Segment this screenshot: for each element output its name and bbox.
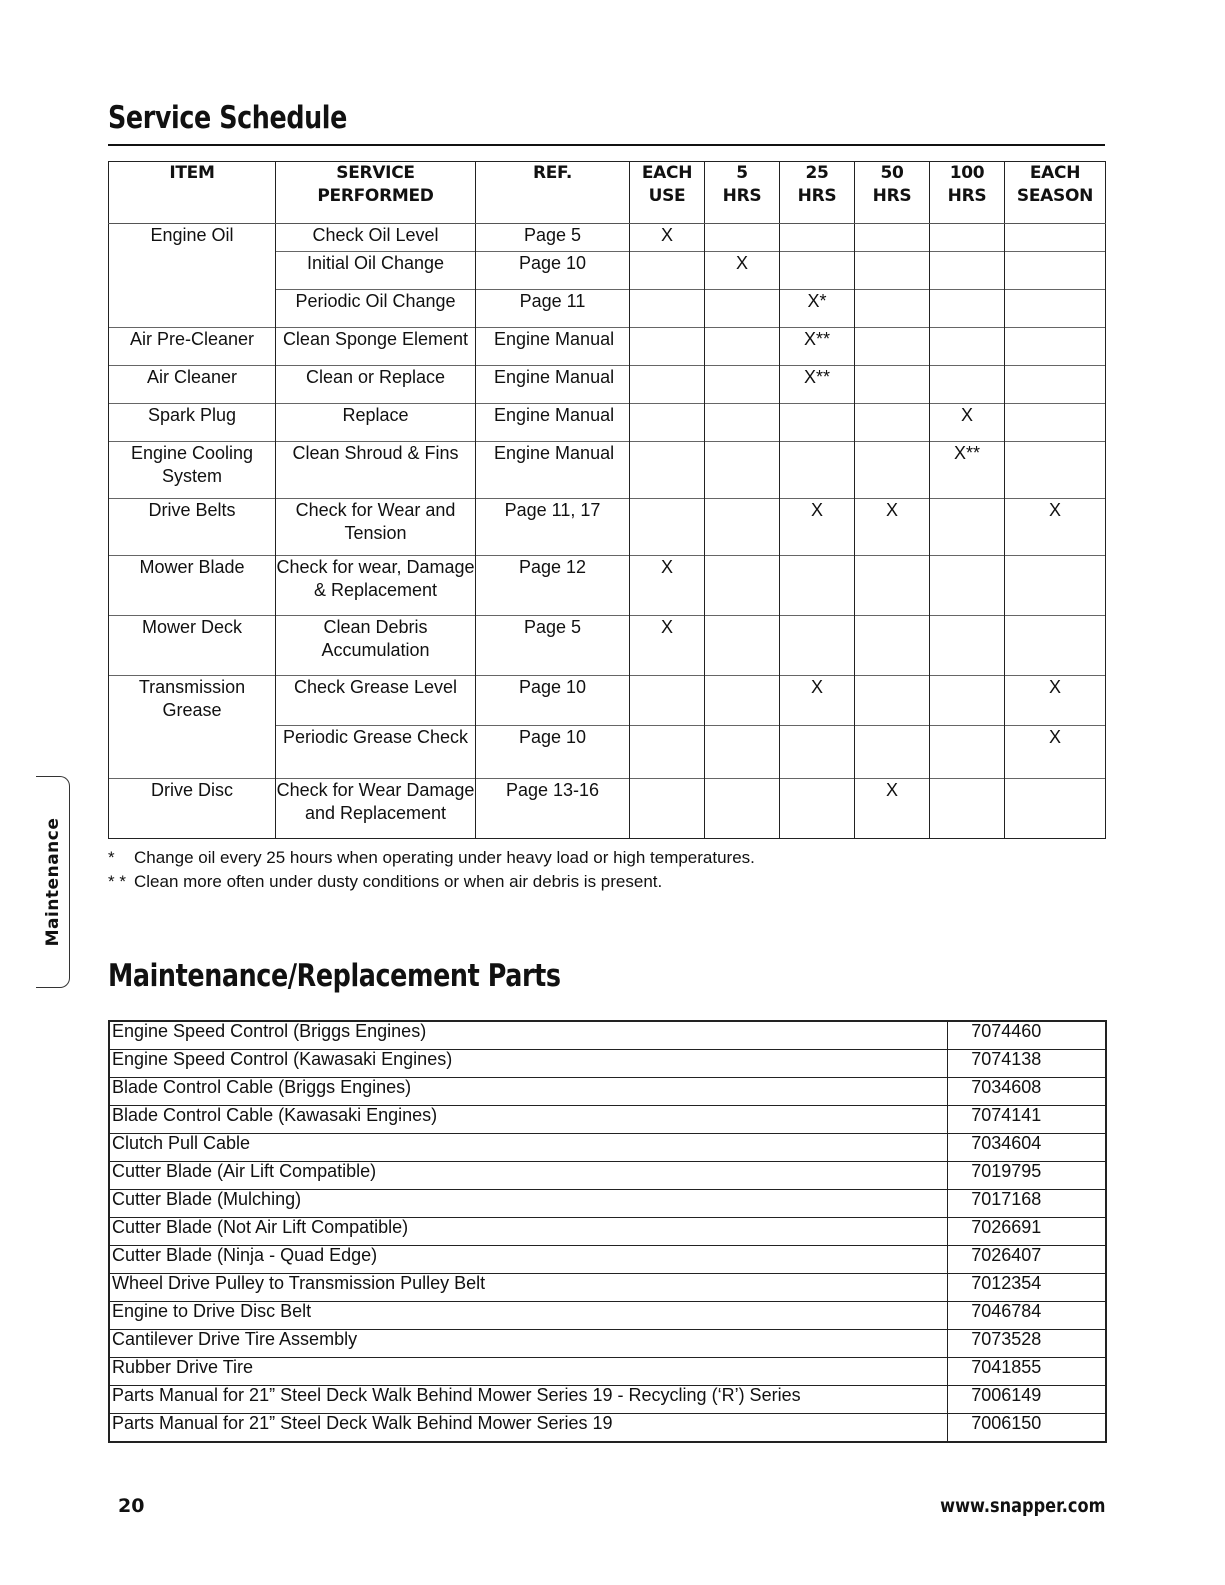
part-number: 7074141 [947,1106,1106,1134]
cell-100-hrs: X [930,404,1005,442]
cell-item: Spark Plug [109,404,276,442]
cell-25-hrs: X [780,676,855,726]
cell-service: Periodic Oil Change [276,290,476,328]
cell-50-hrs [855,290,930,328]
cell-each-use [630,290,705,328]
cell-ref: Page 13-16 [476,779,630,839]
cell-ref: Page 10 [476,252,630,290]
cell-each-use [630,404,705,442]
cell-each-use [630,499,705,556]
cell-item: Mower Deck [109,616,276,676]
cell-ref: Page 5 [476,224,630,252]
page-number: 20 [118,1495,145,1517]
part-number: 7074460 [947,1021,1106,1050]
cell-service: Clean Debris Accumulation [276,616,476,676]
website: www.snapper.com [939,1495,1105,1517]
service-row [109,779,1106,839]
cell-5-hrs [705,404,780,442]
cell-100-hrs [930,328,1005,366]
header-each-season: EACH SEASON [1005,162,1106,224]
header-ref: REF. [476,162,630,224]
cell-50-hrs [855,616,930,676]
cell-25-hrs [780,616,855,676]
cell-each-use [630,252,705,290]
parts-row [109,1021,1106,1050]
cell-50-hrs [855,556,930,616]
part-number: 7019795 [947,1162,1106,1190]
cell-5-hrs [705,442,780,499]
cell-50-hrs [855,224,930,252]
parts-row [109,1330,1106,1358]
cell-item [109,290,276,328]
cell-50-hrs: X [855,499,930,556]
parts-row [109,1190,1106,1218]
service-row [109,676,1106,726]
part-number: 7074138 [947,1050,1106,1078]
part-description: Engine Speed Control (Kawasaki Engines) [109,1050,947,1078]
cell-25-hrs: X [780,499,855,556]
part-number: 7006149 [947,1386,1106,1414]
cell-each-season [1005,224,1106,252]
cell-50-hrs [855,442,930,499]
parts-row [109,1134,1106,1162]
cell-item: Engine Cooling System [109,442,276,499]
cell-25-hrs [780,556,855,616]
cell-25-hrs: X** [780,366,855,404]
part-description: Engine Speed Control (Briggs Engines) [109,1021,947,1050]
cell-each-use [630,726,705,779]
service-row [109,366,1106,404]
header-100-hrs: 100 HRS [930,162,1005,224]
cell-5-hrs [705,616,780,676]
service-row [109,328,1106,366]
cell-25-hrs: X** [780,328,855,366]
cell-100-hrs: X** [930,442,1005,499]
cell-5-hrs: X [705,252,780,290]
cell-item: Drive Belts [109,499,276,556]
service-row [109,616,1106,676]
cell-item: Drive Disc [109,779,276,839]
part-description: Blade Control Cable (Briggs Engines) [109,1078,947,1106]
cell-each-season: X [1005,499,1106,556]
cell-each-use [630,779,705,839]
header-service: SERVICE PERFORMED [276,162,476,224]
cell-service: Initial Oil Change [276,252,476,290]
header-25-hrs: 25 HRS [780,162,855,224]
part-number: 7017168 [947,1190,1106,1218]
part-number: 7041855 [947,1358,1106,1386]
cell-each-season [1005,328,1106,366]
service-row [109,252,1106,290]
footnotes [108,846,755,894]
part-description: Cutter Blade (Mulching) [109,1190,947,1218]
part-description: Engine to Drive Disc Belt [109,1302,947,1330]
service-row [109,224,1106,252]
header-each-use: EACH USE [630,162,705,224]
cell-each-use [630,676,705,726]
cell-item: Engine Oil [109,224,276,252]
part-number: 7034604 [947,1134,1106,1162]
cell-ref: Engine Manual [476,442,630,499]
cell-service: Check for Wear and Tension [276,499,476,556]
parts-row [109,1106,1106,1134]
part-number: 7046784 [947,1302,1106,1330]
cell-item: Air Pre-Cleaner [109,328,276,366]
cell-each-season [1005,616,1106,676]
cell-each-season [1005,290,1106,328]
cell-100-hrs [930,616,1005,676]
part-number: 7034608 [947,1078,1106,1106]
cell-25-hrs [780,779,855,839]
cell-ref: Engine Manual [476,404,630,442]
cell-each-use [630,442,705,499]
cell-ref: Page 10 [476,676,630,726]
cell-25-hrs [780,442,855,499]
cell-5-hrs [705,499,780,556]
cell-5-hrs [705,290,780,328]
cell-ref: Page 10 [476,726,630,779]
cell-each-use: X [630,556,705,616]
cell-each-season [1005,556,1106,616]
cell-service: Replace [276,404,476,442]
cell-50-hrs [855,328,930,366]
cell-5-hrs [705,366,780,404]
parts-row [109,1162,1106,1190]
cell-item [109,252,276,290]
part-description: Rubber Drive Tire [109,1358,947,1386]
cell-100-hrs [930,676,1005,726]
cell-50-hrs [855,366,930,404]
side-tab-label: Maintenance [42,817,63,947]
parts-row [109,1386,1106,1414]
cell-5-hrs [705,726,780,779]
parts-row [109,1274,1106,1302]
cell-service: Periodic Grease Check [276,726,476,779]
cell-ref: Page 12 [476,556,630,616]
service-row [109,442,1106,499]
cell-each-use: X [630,224,705,252]
cell-each-season [1005,404,1106,442]
cell-50-hrs [855,676,930,726]
cell-each-season [1005,366,1106,404]
service-row [109,290,1106,328]
part-description: Parts Manual for 21” Steel Deck Walk Behind Mower Series 19 [109,1414,947,1443]
cell-25-hrs [780,726,855,779]
parts-row [109,1302,1106,1330]
cell-100-hrs [930,224,1005,252]
part-description: Clutch Pull Cable [109,1134,947,1162]
cell-50-hrs [855,404,930,442]
cell-item: Transmission Grease [109,676,276,726]
cell-each-season: X [1005,726,1106,779]
cell-50-hrs [855,726,930,779]
part-number: 7026691 [947,1218,1106,1246]
cell-item [109,726,276,779]
part-description: Cutter Blade (Air Lift Compatible) [109,1162,947,1190]
cell-25-hrs: X* [780,290,855,328]
cell-ref: Page 5 [476,616,630,676]
page-title: Service Schedule [108,100,347,136]
cell-ref: Engine Manual [476,366,630,404]
cell-ref: Page 11, 17 [476,499,630,556]
cell-each-use: X [630,616,705,676]
part-number: 7006150 [947,1414,1106,1443]
cell-5-hrs [705,779,780,839]
cell-25-hrs [780,404,855,442]
part-description: Cutter Blade (Ninja - Quad Edge) [109,1246,947,1274]
part-number: 7073528 [947,1330,1106,1358]
title-rule [108,144,1105,146]
part-number: 7026407 [947,1246,1106,1274]
parts-title: Maintenance/Replacement Parts [108,958,561,994]
part-description: Cantilever Drive Tire Assembly [109,1330,947,1358]
cell-each-season [1005,442,1106,499]
cell-100-hrs [930,499,1005,556]
part-description: Blade Control Cable (Kawasaki Engines) [109,1106,947,1134]
service-row [109,499,1106,556]
cell-ref: Engine Manual [476,328,630,366]
cell-100-hrs [930,726,1005,779]
service-row [109,556,1106,616]
cell-100-hrs [930,290,1005,328]
cell-service: Clean Shroud & Fins [276,442,476,499]
parts-table [108,1020,1107,1443]
footnote-dust: * * Clean more often under dusty conditions or when air debris is present. [108,872,663,891]
cell-each-use [630,328,705,366]
header-5-hrs: 5 HRS [705,162,780,224]
cell-service: Check for Wear Damage and Replacement [276,779,476,839]
cell-each-use [630,366,705,404]
parts-row [109,1050,1106,1078]
parts-row [109,1078,1106,1106]
cell-each-season [1005,252,1106,290]
header-50-hrs: 50 HRS [855,162,930,224]
cell-100-hrs [930,556,1005,616]
parts-row [109,1246,1106,1274]
service-header-row [109,162,1106,224]
parts-row [109,1358,1106,1386]
cell-service: Clean Sponge Element [276,328,476,366]
part-description: Parts Manual for 21” Steel Deck Walk Behind Mower Series 19 - Recycling (‘R’) Series [109,1386,947,1414]
footnote-oil: * Change oil every 25 hours when operating under heavy load or high temperatures. [108,848,755,867]
part-number: 7012354 [947,1274,1106,1302]
cell-5-hrs [705,224,780,252]
cell-item: Mower Blade [109,556,276,616]
cell-ref: Page 11 [476,290,630,328]
cell-25-hrs [780,224,855,252]
cell-25-hrs [780,252,855,290]
cell-service: Check for wear, Damage & Replacement [276,556,476,616]
cell-50-hrs: X [855,779,930,839]
service-row [109,404,1106,442]
service-row [109,726,1106,779]
cell-service: Check Oil Level [276,224,476,252]
side-tab [36,776,70,988]
cell-service: Check Grease Level [276,676,476,726]
cell-5-hrs [705,676,780,726]
cell-50-hrs [855,252,930,290]
part-description: Wheel Drive Pulley to Transmission Pulley Belt [109,1274,947,1302]
cell-each-season: X [1005,676,1106,726]
cell-100-hrs [930,366,1005,404]
service-schedule-table [108,161,1106,839]
parts-row [109,1414,1106,1443]
cell-5-hrs [705,556,780,616]
header-item: ITEM [109,162,276,224]
cell-item: Air Cleaner [109,366,276,404]
cell-100-hrs [930,252,1005,290]
part-description: Cutter Blade (Not Air Lift Compatible) [109,1218,947,1246]
cell-service: Clean or Replace [276,366,476,404]
cell-100-hrs [930,779,1005,839]
cell-5-hrs [705,328,780,366]
parts-row [109,1218,1106,1246]
cell-each-season [1005,779,1106,839]
